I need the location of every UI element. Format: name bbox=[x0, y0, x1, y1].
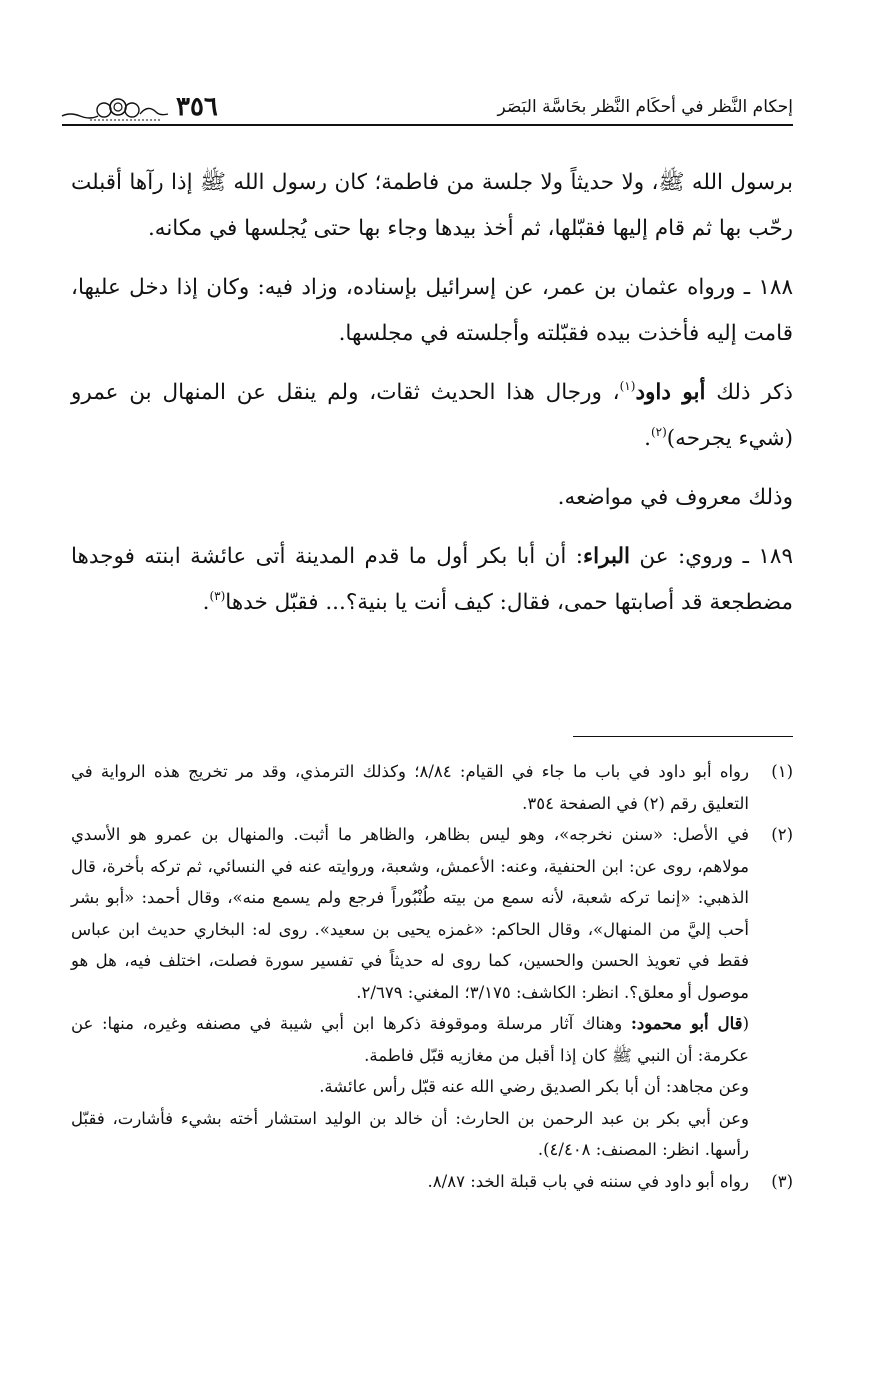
main-text bbox=[71, 160, 793, 639]
text-run: ( bbox=[742, 1014, 749, 1033]
running-header bbox=[60, 82, 793, 124]
footnote-2-continuation bbox=[71, 1008, 793, 1071]
footnote-text: رواه أبو داود في باب ما جاء في القيام: ٨/٨٤؛ وكذلك الترمذي، وقد مر تخريج هذه الرواية في التعليق رقم (٢) في الصفحة ٣٥٤. bbox=[71, 762, 749, 813]
footnote-2 bbox=[71, 819, 793, 1008]
text-run: . bbox=[202, 590, 210, 615]
footnote-2-continuation: وعن مجاهد: أن أبا بكر الصديق رضي الله عنه قبّل رأس عائشة. bbox=[319, 1077, 749, 1096]
footnote-divider bbox=[573, 736, 793, 737]
ornament-icon bbox=[60, 96, 170, 122]
paragraph-short: وذلك معروف في مواضعه. bbox=[557, 485, 793, 510]
paragraph-188: ١٨٨ ـ ورواه عثمان بن عمر، عن إسرائيل بإسناده، وزاد فيه: وكان إذا دخل عليها، قامت إليه فأخذت بيده فقبّلته وأجلسته في مجلسها. bbox=[71, 275, 793, 346]
footnote-2-continuation: وعن أبي بكر بن عبد الرحمن بن الحارث: أن خالد بن الوليد استشار أخته بشيء فأشارت، فقبّل رأسها. انظر: المصنف: ٤/٤٠٨). bbox=[71, 1108, 749, 1159]
bold-name: أبو داود bbox=[635, 380, 706, 405]
text-run: ، ورجال هذا الحديث ثقات، ولم ينقل عن المنهال بن عمرو (شيء يجرحه) bbox=[71, 380, 793, 451]
footnote-number: (١) bbox=[771, 762, 793, 781]
footnote-ref-2: (٢) bbox=[650, 425, 667, 439]
footnote-number: (٢) bbox=[771, 825, 793, 844]
footnote-ref-3: (٣) bbox=[209, 589, 226, 603]
text-run: : أن أبا بكر أول ما قدم المدينة أتى عائشة ابنته فوجدها مضطجعة قد أصابتها حمى، فقال: كيف أنت يا بنية؟... فقبّل خدها bbox=[71, 544, 793, 615]
bold-name: قال أبو محمود: bbox=[630, 1014, 743, 1033]
paragraph-abu-dawud bbox=[71, 370, 793, 462]
footnote-1 bbox=[71, 756, 793, 819]
text-run: ذكر ذلك bbox=[705, 380, 793, 405]
header-divider bbox=[62, 124, 793, 126]
page-number: ٣٥٦ bbox=[176, 92, 218, 122]
text-run: . bbox=[644, 426, 651, 451]
paragraph-1: برسول الله ﷺ، ولا حديثاً ولا جلسة من فاطمة؛ كان رسول الله ﷺ إذا رآها أقبلت رحّب بها ثم قام إليها فقبّلها، ثم أخذ بيدها وجاء بها حتى يُجلسها في مكانه. bbox=[71, 170, 793, 241]
footnote-text: في الأصل: «سنن نخرجه»، وهو ليس بظاهر، والظاهر ما أثبت. والمنهال بن عمرو هو الأسدي مولاهم، روى عن: ابن الحنفية، وعنه: الأعمش، وشعبة، وروايته عنه في النسائي، ثم تركه بأخرة، قال الذهبي: «إنما تركه شعبة، لأنه سمع من بيته طُنْبُوراً فرجع ولم يسمع منه»، وقال أحمد: «أبو بشر أحب إليَّ من المنهال»، وقال الحاكم: «غمزه يحيى بن سعيد». روى له: البخاري حديث ابن عباس فقط في تعويذ الحسن والحسين، كما روى له حديثاً في تفسير سورة فصلت، اختلف فيه، هل هو موصول أو معلق؟. انظر: الكاشف: ٣/١٧٥؛ المغني: ٢/٦٧٩. bbox=[71, 825, 749, 1002]
header-page-block bbox=[60, 92, 218, 124]
running-title: إحكام النَّظر في أحكَام النَّظر بحَاسَّة البَصَر bbox=[497, 97, 793, 117]
text-run: ١٨٩ ـ وروي: عن bbox=[630, 544, 793, 569]
footnote-ref-1: (١) bbox=[619, 379, 636, 393]
text-run: وهناك آثار مرسلة وموقوفة ذكرها ابن أبي شيبة في مصنفه وغيره، منها: عن عكرمة: أن النبي ﷺ كان إذا أقبل من مغازيه قبّل فاطمة. bbox=[71, 1014, 749, 1065]
footnotes bbox=[71, 756, 793, 1197]
paragraph-189 bbox=[71, 534, 793, 626]
footnote-text: رواه أبو داود في سننه في باب قبلة الخد: ٨/٨٧. bbox=[427, 1171, 749, 1191]
footnote-3 bbox=[71, 1166, 793, 1198]
footnote-number: (٣) bbox=[771, 1171, 793, 1191]
bold-name: البراء bbox=[583, 544, 631, 569]
